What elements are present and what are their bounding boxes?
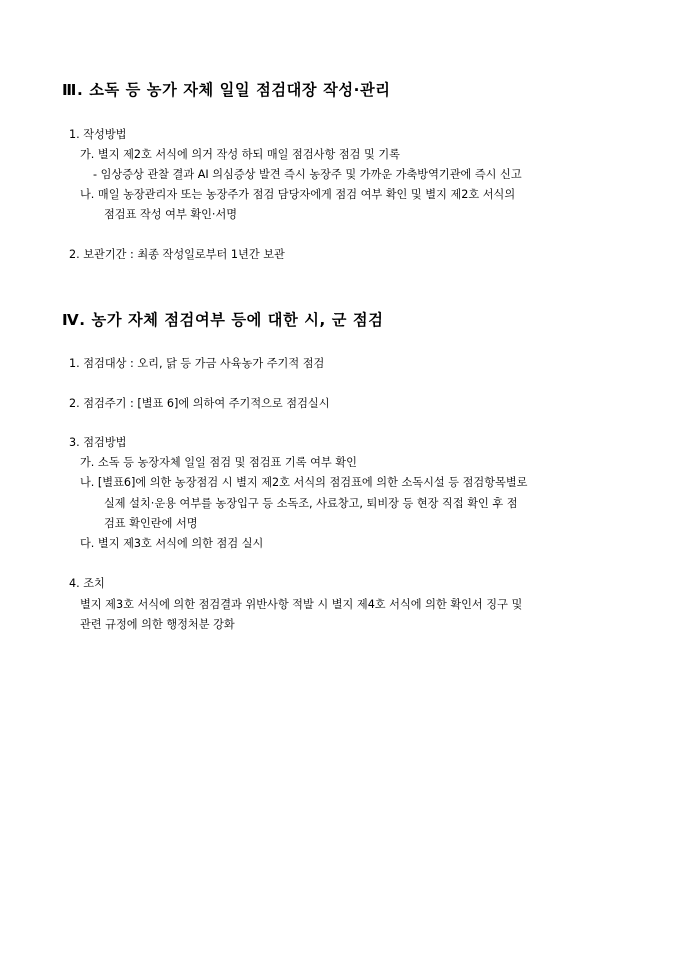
section-3-item-1-ga: 가. 별지 제2호 서식에 의거 작성 하되 매일 점검사항 점검 및 기록 [80,148,400,161]
section-3-item-1-ga-sub: - 임상증상 관찰 결과 AI 의심증상 발견 즉시 농장주 및 가까운 가축방역기관에 즉시 신고 [93,168,522,181]
section-4-item-2: 2. 점검주기 : [별표 6]에 의하여 주기적으로 점검실시 [69,397,330,410]
section-3-item-1-na-line-2: 점검표 작성 여부 확인·서명 [104,208,238,221]
section-4-item-1: 1. 점검대상 : 오리, 닭 등 가금 사육농가 주기적 점검 [69,357,325,370]
section-4-item-3-title: 3. 점검방법 [69,436,127,449]
section-4-item-3-na-line-3: 검표 확인란에 서명 [104,517,198,530]
section-4-item-3-ga: 가. 소독 등 농장자체 일일 점검 및 점검표 기록 여부 확인 [80,456,357,469]
section-4-item-4-line-2: 관련 규정에 의한 행정처분 강화 [80,618,235,631]
section-4-item-3-na-line-2: 실제 설치·운용 여부를 농장입구 등 소독조, 사료창고, 퇴비장 등 현장 직접 확인 후 점 [104,497,518,510]
section-3-item-2: 2. 보관기간 : 최종 작성일로부터 1년간 보관 [69,248,285,261]
section-4-item-3-da: 다. 별지 제3호 서식에 의한 점검 실시 [80,537,264,550]
section-3-item-1-na-line-1: 나. 매일 농장관리자 또는 농장주가 점검 담당자에게 점검 여부 확인 및 별지 제2호 서식의 [80,188,516,201]
section-3-heading: Ⅲ. 소독 등 농가 자체 일일 점검대장 작성·관리 [62,81,391,99]
section-4-item-3-na-line-1: 나. [별표6]에 의한 농장점검 시 별지 제2호 서식의 점검표에 의한 소독시설 등 점검항목별로 [80,476,528,489]
section-4-heading: Ⅳ. 농가 자체 점검여부 등에 대한 시, 군 점검 [62,311,384,329]
section-4-item-4-line-1: 별지 제3호 서식에 의한 점검결과 위반사항 적발 시 별지 제4호 서식에 의한 확인서 징구 및 [80,598,523,611]
section-4-item-4-title: 4. 조치 [69,577,105,590]
section-3-item-1-title: 1. 작성방법 [69,128,127,141]
